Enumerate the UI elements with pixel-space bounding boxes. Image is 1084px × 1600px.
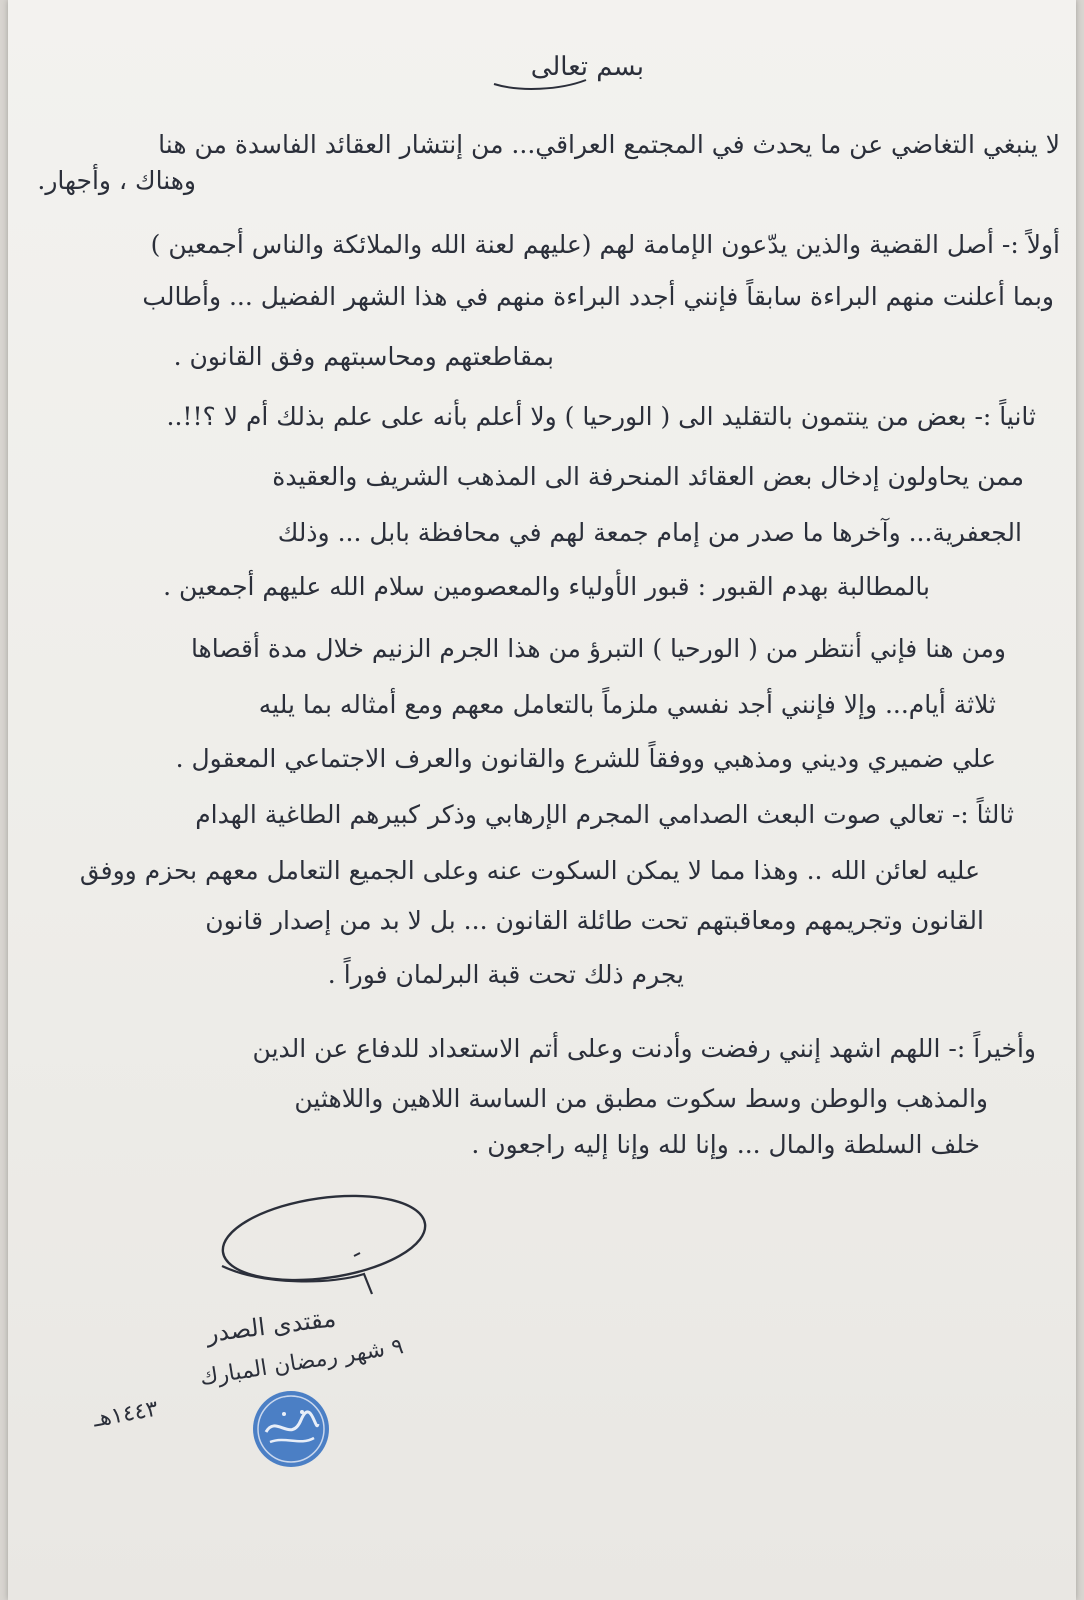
letter-heading: بسم تعالى (530, 52, 644, 82)
letter-line: علي ضميري وديني ومذهبي ووفقاً للشرع والقانون والعرف الاجتماعي المعقول . (175, 744, 996, 773)
letter-line: والمذهب والوطن وسط سكوت مطبق من الساسة اللاهين واللاهثين (294, 1084, 988, 1113)
letter-line: ثالثاً :- تعالي صوت البعث الصدامي المجرم الإرهابي وذكر كبيرهم الطاغية الهدام (195, 800, 1014, 829)
letter-line: خلف السلطة والمال ... وإنا لله وإنا إليه راجعون . (471, 1130, 980, 1159)
letter-line: ومن هنا فإني أنتظر من ( الورحيا ) التبرؤ من هذا الجرم الزنيم خلال مدة أقصاها (190, 634, 1006, 663)
signatory-name: مقتدى الصدر (204, 1304, 338, 1348)
letter-line: بالمطالبة بهدم القبور : قبور الأولياء والمعصومين سلام الله عليهم أجمعين . (163, 572, 930, 601)
letter-line: بمقاطعتهم ومحاسبتهم وفق القانون . (173, 342, 554, 371)
letter-line: يجرم ذلك تحت قبة البرلمان فوراً . (327, 960, 684, 989)
letter-line: وأخيراً :- اللهم اشهد إنني رفضت وأدنت وعلى أتم الاستعداد للدفاع عن الدين (252, 1034, 1036, 1063)
letter-line: وهناك ، وأجهار. (37, 166, 196, 195)
letter-page (8, 0, 1076, 1600)
letter-line: ثانياً :- بعض من ينتمون بالتقليد الى ( الورحيا ) ولا أعلم بأنه على علم بذلك أم لا ؟!!.. (166, 402, 1036, 431)
signature-date: ٩ شهر رمضان المبارك (197, 1334, 405, 1391)
letter-line: أولاً :- أصل القضية والذين يدّعون الإمامة لهم (عليهم لعنة الله والملائكة والناس أجمعين ) (150, 230, 1060, 259)
letter-line: عليه لعائن الله .. وهذا مما لا يمكن السكوت عنه وعلى الجميع التعامل معهم بحزم ووفق (79, 856, 980, 885)
letter-line: وبما أعلنت منهم البراءة سابقاً فإنني أجدد البراءة منهم في هذا الشهر الفضيل ... وأطالب (142, 282, 1054, 311)
letter-line: ثلاثة أيام... وإلا فإنني أجد نفسي ملزماً بالتعامل معهم ومع أمثاله بما يليه (258, 690, 996, 719)
letter-line: الجعفرية... وآخرها ما صدر من إمام جمعة لهم في محافظة بابل ... وذلك (277, 518, 1022, 547)
letter-line: القانون وتجريمهم ومعاقبتهم تحت طائلة القانون ... بل لا بد من إصدار قانون (205, 906, 984, 935)
official-seal (246, 1384, 336, 1474)
heading-underline (490, 62, 610, 102)
letter-line: لا ينبغي التغاضي عن ما يحدث في المجتمع العراقي... من إنتشار العقائد الفاسدة من هنا (158, 130, 1060, 159)
signature-year: ١٤٤٣هـ (91, 1396, 160, 1433)
letter-line: ممن يحاولون إدخال بعض العقائد المنحرفة الى المذهب الشريف والعقيدة (272, 462, 1024, 491)
